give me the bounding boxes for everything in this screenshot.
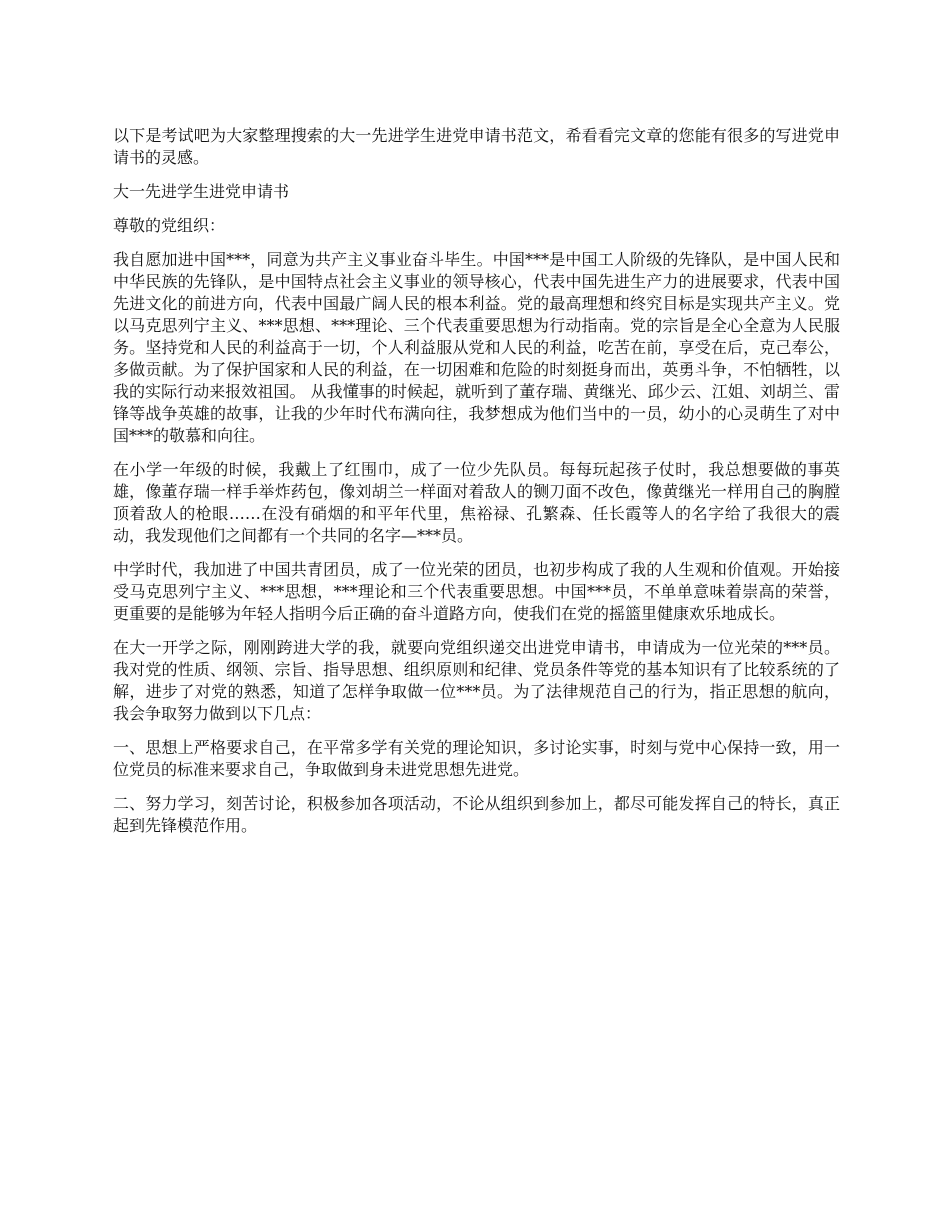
body-paragraph-1: 我自愿加进中国***，同意为共产主义事业奋斗毕生。中国***是中国工人阶级的先锋队，是中国人民和中华民族的先锋队，是中国特点社会主义事业的领导核心，代表中国先进生产力的进展要求，代表中国先进文化的前进方向，代表中国最广阔人民的根本利益。党的最高理想和终究目标是实现共产主义。党以马克思列宁主义、***思想、***理论、三个代表重要思想为行动指南。党的宗旨是全心全意为人民服务。坚持党和人民的利益高于一切，个人利益服从党和人民的利益，吃苦在前，享受在后，克己奉公，多做贡献。为了保护国家和人民的利益，在一切困难和危险的时刻挺身而出，英勇斗争，不怕牺牲，以我的实际行动来报效祖国。 从我懂事的时候起，就听到了董存瑞、黄继光、邱少云、江姐、刘胡兰、雷锋等战争英雄的故事，让我的少年时代布满向往，我梦想成为他们当中的一员，幼小的心灵萌生了对中国***的敬慕和向往。 [113, 250, 840, 445]
point-one: 一、思想上严格要求自己，在平常多学有关党的理论知识，多讨论实事，时刻与党中心保持一致，用一位党员的标准来要求自己，争取做到身未进党思想先进党。 [113, 738, 840, 779]
document-page [113, 125, 840, 849]
body-paragraph-2: 在小学一年级的时候，我戴上了红围巾，成了一位少先队员。每每玩起孩子仗时，我总想要做的事英雄，像董存瑞一样手举炸药包，像刘胡兰一样面对着敌人的铡刀面不改色，像黄继光一样用自己的胸膛顶着敌人的枪眼……在没有硝烟的和平年代里，焦裕禄、孔繁森、任长霞等人的名字给了我很大的震动，我发现他们之间都有一个共同的名字—***员。 [113, 460, 840, 545]
document-title: 大一先进学生进党申请书 [113, 182, 290, 201]
body-paragraph-3: 中学时代，我加进了中国共青团员，成了一位光荣的团员，也初步构成了我的人生观和价值观。开始接受马克思列宁主义、***思想，***理论和三个代表重要思想。中国***员，不单单意味着崇高的荣誉，更重要的是能够为年轻人指明今后正确的奋斗道路方向，使我们在党的摇篮里健康欢乐地成长。 [113, 560, 840, 623]
salutation: 尊敬的党组织： [113, 216, 226, 235]
body-paragraph-4: 在大一开学之际，刚刚跨进大学的我，就要向党组织递交出进党申请书，申请成为一位光荣的***员。我对党的性质、纲领、宗旨、指导思想、组织原则和纪律、党员条件等党的基本知识有了比较系统的了解，进步了对党的熟悉，知道了怎样争取做一位***员。为了法律规范自己的行为，指正思想的航向，我会争取努力做到以下几点： [113, 638, 840, 723]
point-two: 二、努力学习，刻苦讨论，积极参加各项活动，不论从组织到参加上，都尽可能发挥自己的特长，真正起到先锋模范作用。 [113, 794, 840, 835]
intro-paragraph: 以下是考试吧为大家整理搜索的大一先进学生进党申请书范文，希看看完文章的您能有很多的写进党申请书的灵感。 [113, 126, 840, 167]
